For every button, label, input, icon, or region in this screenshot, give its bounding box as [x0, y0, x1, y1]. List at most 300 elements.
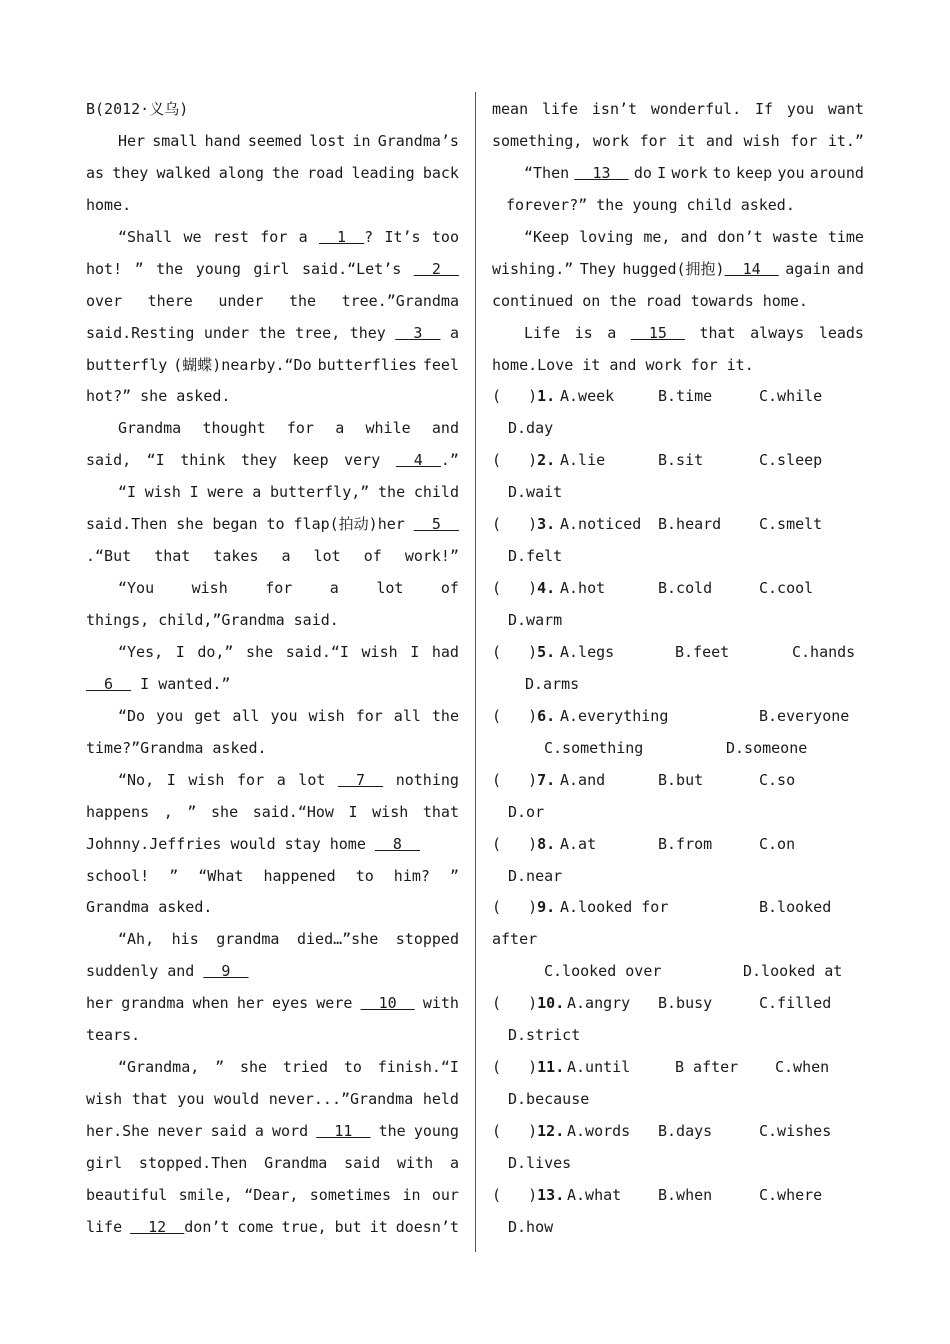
option[interactable]: A.everything — [560, 706, 669, 725]
word: come — [237, 1217, 274, 1236]
word: a — [254, 1122, 264, 1140]
word: all — [393, 706, 421, 725]
word: child — [686, 195, 732, 214]
text-line — [86, 445, 459, 477]
word: a — [252, 483, 262, 502]
word: Grandma’s — [377, 131, 459, 150]
option[interactable]: B.when — [658, 1185, 713, 1204]
word: butterflies — [317, 355, 417, 374]
answer-parentheses[interactable]: ( ) — [492, 387, 538, 406]
word: while — [365, 419, 411, 438]
option[interactable]: C.when — [775, 1058, 830, 1077]
answer-parentheses[interactable]: ( ) — [492, 515, 538, 534]
option[interactable]: B.days — [658, 1122, 713, 1140]
option[interactable]: D.lives — [508, 1153, 572, 1172]
option[interactable]: after — [492, 930, 538, 949]
word: it — [582, 355, 601, 374]
answer-parentheses[interactable]: ( ) — [492, 451, 538, 470]
word: were — [207, 483, 244, 502]
option[interactable]: D.or — [508, 802, 545, 821]
option[interactable]: A.angry — [567, 994, 631, 1013]
option[interactable]: A.hot — [560, 579, 606, 598]
option[interactable]: B after — [675, 1058, 739, 1077]
text-line — [86, 861, 459, 893]
answer-blank[interactable]: 14 — [724, 259, 779, 278]
option[interactable]: A.and — [560, 770, 606, 789]
option[interactable]: B.looked — [759, 898, 832, 917]
option[interactable]: A.week — [560, 387, 615, 406]
word: butterfly,” — [269, 483, 370, 502]
text-line — [86, 829, 459, 861]
answer-blank[interactable]: 7 — [337, 770, 384, 789]
answer-blank[interactable]: 2 — [413, 259, 459, 278]
word: smile, — [178, 1185, 233, 1204]
word: wish — [372, 802, 409, 821]
word: hot?” — [86, 387, 132, 406]
word: “I — [118, 483, 137, 502]
word: they — [349, 323, 386, 342]
text-line — [86, 1116, 459, 1148]
option[interactable]: C.sleep — [759, 451, 823, 470]
text-line — [86, 126, 459, 158]
word: with — [397, 1153, 434, 1172]
option[interactable]: C.so — [759, 770, 796, 789]
word: seemed — [247, 131, 303, 150]
answer-blank[interactable]: 11 — [316, 1122, 371, 1140]
word: she — [239, 1058, 268, 1077]
word: home.Love — [492, 355, 574, 374]
answer-parentheses[interactable]: ( ) — [492, 1122, 538, 1140]
word: and — [167, 962, 195, 981]
text-line — [86, 381, 459, 413]
word: suddenly — [86, 962, 159, 981]
text-line — [86, 892, 459, 924]
word: wonderful. — [650, 100, 742, 118]
option[interactable]: A.looked for — [560, 898, 669, 917]
word: isn’t — [591, 100, 638, 118]
word: would — [230, 834, 276, 853]
answer-blank[interactable]: 8 — [374, 834, 421, 853]
question-number: 9. — [537, 898, 556, 917]
word: I — [348, 802, 358, 821]
word: thought — [202, 419, 266, 438]
text-line — [86, 1212, 459, 1244]
answer-parentheses[interactable]: ( ) — [492, 579, 538, 598]
answer-blank[interactable]: 15 — [630, 323, 685, 342]
word: wishing.” — [492, 259, 574, 278]
option[interactable]: B.cold — [658, 579, 713, 598]
question-row-continued — [492, 1020, 864, 1052]
word: for — [639, 131, 667, 150]
word: when — [192, 994, 229, 1013]
word: 1 ? — [318, 227, 374, 246]
word: time?”Grandma — [86, 738, 204, 757]
word: asked. — [176, 387, 231, 406]
word: mean — [492, 100, 529, 118]
word: home. — [762, 291, 808, 310]
word: happened — [263, 866, 336, 885]
word: said.“I — [285, 642, 349, 661]
word: Johnny.Jeffries — [86, 834, 222, 853]
word: him? — [393, 866, 430, 885]
word: ” — [215, 1058, 225, 1077]
answer-blank[interactable]: 12 — [130, 1217, 185, 1236]
word: it.” — [827, 131, 864, 150]
word: it. — [726, 355, 754, 374]
word — [574, 158, 628, 190]
question-row-continued — [492, 669, 864, 701]
option[interactable]: C.cool — [759, 579, 814, 598]
word — [414, 254, 459, 286]
answer-blank[interactable]: 9 — [203, 962, 249, 981]
word: ” — [134, 259, 144, 278]
word: all — [232, 706, 260, 725]
word: “I — [146, 451, 165, 470]
option[interactable]: B.busy — [658, 994, 713, 1013]
word: you — [777, 163, 805, 182]
word: .“But — [86, 547, 132, 566]
word: a — [335, 419, 345, 438]
question-row — [492, 509, 864, 541]
word: happens — [86, 802, 150, 821]
option[interactable]: C.looked over — [544, 962, 662, 981]
word: the — [288, 291, 317, 310]
text-line — [86, 605, 459, 637]
word: Grandma — [118, 419, 182, 438]
word: to — [712, 163, 731, 182]
word: said.Then — [86, 515, 168, 534]
answer-parentheses[interactable]: ( ) — [492, 770, 538, 789]
word: They — [579, 259, 616, 278]
word: I — [166, 770, 176, 789]
question-row-continued — [492, 1084, 864, 1116]
option[interactable]: D.arms — [525, 674, 580, 693]
question-number: 12. — [537, 1122, 565, 1140]
word: 4 .” — [395, 451, 459, 470]
word — [316, 1116, 370, 1148]
word: work — [592, 131, 629, 150]
word: always — [750, 323, 805, 342]
word: it — [369, 1217, 388, 1236]
word: were — [316, 994, 353, 1013]
word — [86, 669, 131, 701]
word: ” — [169, 866, 179, 885]
word: wish — [188, 770, 225, 789]
word: she — [140, 387, 168, 406]
option[interactable]: A.legs — [560, 642, 615, 661]
word: “Then — [524, 163, 570, 182]
word — [631, 318, 685, 350]
word: said — [210, 1122, 247, 1140]
word: back — [422, 163, 459, 182]
question-row-continued — [492, 541, 864, 573]
option[interactable]: B.but — [658, 770, 704, 789]
word: his — [171, 930, 199, 949]
word: and — [431, 419, 459, 438]
word: is — [574, 323, 593, 342]
text-line — [492, 158, 864, 190]
word: “Keep — [524, 227, 570, 246]
word: hand — [204, 131, 241, 150]
word: work — [645, 355, 682, 374]
text-line — [86, 924, 459, 956]
word: to — [266, 515, 285, 534]
word: a — [449, 1153, 459, 1172]
text-line — [86, 797, 459, 829]
word: school! — [86, 866, 150, 885]
word: Life — [524, 323, 561, 342]
option[interactable]: C.filled — [759, 994, 832, 1013]
word: you — [786, 100, 815, 118]
word: to — [343, 1058, 362, 1077]
word: a — [281, 547, 291, 566]
answer-parentheses[interactable]: ( ) — [492, 898, 538, 917]
option[interactable]: D.warm — [508, 611, 563, 629]
word: If — [755, 100, 774, 118]
option[interactable]: B.feet — [675, 642, 730, 661]
word: word — [272, 1122, 309, 1140]
question-row-continued — [492, 413, 864, 445]
option[interactable]: C.smelt — [759, 515, 823, 534]
word: in — [402, 1185, 421, 1204]
word: her.She — [86, 1122, 150, 1140]
word: she — [176, 515, 204, 534]
word: and — [705, 131, 733, 150]
word: 12 don’t — [130, 1217, 230, 1236]
option[interactable]: A.what — [567, 1185, 622, 1204]
word: hugged(拥抱) 14 — [622, 259, 779, 278]
word: a — [607, 323, 617, 342]
word: lot — [298, 770, 326, 789]
word: that — [699, 323, 736, 342]
word: under — [203, 323, 250, 342]
passage-right — [492, 94, 864, 381]
option[interactable]: B.time — [658, 387, 713, 406]
word: leads — [818, 323, 864, 342]
left-column — [86, 94, 459, 1244]
answer-parentheses[interactable]: ( ) — [492, 994, 538, 1013]
answer-blank[interactable]: 5 — [413, 515, 459, 534]
word: they — [240, 451, 277, 470]
word: “Grandma, — [118, 1058, 200, 1077]
word: you — [177, 1090, 205, 1109]
question-number: 7. — [537, 770, 556, 789]
word: doesn’t — [395, 1217, 459, 1236]
word: but — [334, 1217, 362, 1236]
option[interactable]: B.sit — [658, 451, 704, 470]
word: for — [790, 131, 818, 150]
word: feel — [422, 355, 459, 374]
option[interactable]: B.from — [658, 834, 713, 853]
word: road — [307, 163, 344, 182]
text-line — [86, 733, 459, 765]
answer-parentheses[interactable]: ( ) — [492, 706, 538, 725]
word: work!” — [404, 547, 459, 566]
question-row-continued — [492, 924, 864, 956]
answer-parentheses[interactable]: ( ) — [492, 834, 538, 853]
word: something, — [492, 131, 583, 150]
answer-blank[interactable]: 3 — [395, 323, 441, 342]
word: her — [236, 994, 264, 1013]
question-row — [492, 1180, 864, 1212]
word: the — [258, 323, 286, 342]
option[interactable]: A.at — [560, 834, 597, 853]
question-number: 11. — [537, 1058, 565, 1077]
word: the — [596, 195, 624, 214]
option[interactable]: D.wait — [508, 483, 563, 502]
word: “Shall — [118, 227, 173, 246]
question-row-continued — [492, 605, 864, 637]
word: work — [671, 163, 708, 182]
word: she — [246, 642, 274, 661]
word: young — [632, 195, 678, 214]
question-row-continued — [492, 797, 864, 829]
word: over — [86, 291, 123, 310]
word: for — [690, 355, 718, 374]
word: lot — [313, 547, 341, 566]
text-line — [86, 190, 459, 222]
question-number: 1. — [537, 387, 556, 406]
text-line — [492, 94, 864, 126]
text-line — [492, 126, 864, 158]
option[interactable]: A.lie — [560, 451, 606, 470]
question-number: 10. — [537, 994, 565, 1013]
option[interactable]: C.while — [759, 387, 823, 406]
word: you — [156, 706, 184, 725]
word: the — [378, 483, 406, 502]
option[interactable]: D.day — [508, 419, 554, 438]
word: tried — [282, 1058, 328, 1077]
word: “Ah, — [118, 930, 155, 949]
word: ” — [187, 802, 197, 821]
option[interactable]: D.looked at — [743, 962, 843, 981]
text-line — [86, 956, 459, 988]
question-row — [492, 765, 864, 797]
word: for — [260, 227, 288, 246]
word: wish — [308, 706, 345, 725]
word: road — [645, 291, 682, 310]
word: said.“How — [252, 802, 334, 821]
option[interactable]: B.heard — [658, 515, 722, 534]
answer-parentheses[interactable]: ( ) — [492, 1185, 538, 1204]
question-row — [492, 1052, 864, 1084]
word: asked. — [158, 898, 213, 917]
option[interactable]: D.because — [508, 1090, 590, 1109]
option[interactable]: D.strict — [508, 1026, 581, 1045]
text-line — [86, 1148, 459, 1180]
option[interactable]: C.something — [544, 738, 644, 757]
word: a — [298, 227, 308, 246]
text-line — [86, 477, 459, 509]
text-line — [86, 1020, 459, 1052]
question-list — [492, 381, 864, 1243]
word: she — [211, 802, 239, 821]
word: of — [440, 579, 459, 598]
text-line — [492, 286, 864, 318]
word: died…”she — [296, 930, 379, 949]
word: that — [154, 547, 191, 566]
word: small — [152, 131, 198, 150]
question-number: 3. — [537, 515, 556, 534]
word: loving — [579, 227, 634, 246]
answer-blank[interactable]: 6 — [86, 674, 132, 693]
word: wish — [191, 579, 228, 598]
option[interactable]: C.hands — [792, 642, 856, 661]
question-row-continued — [492, 861, 864, 893]
option[interactable]: B.everyone — [759, 706, 850, 725]
question-row — [492, 829, 864, 861]
word: under — [218, 291, 264, 310]
answer-blank[interactable]: 10 — [360, 994, 415, 1013]
word: that — [422, 802, 459, 821]
option[interactable]: D.how — [508, 1217, 554, 1236]
answer-parentheses[interactable]: ( ) — [492, 642, 538, 661]
question-row — [492, 637, 864, 669]
word: I — [140, 674, 150, 693]
word: child,”Grandma — [158, 611, 285, 629]
word: the — [378, 1122, 406, 1140]
word: for — [286, 419, 314, 438]
text-line — [86, 573, 459, 605]
text-line — [492, 350, 864, 382]
option[interactable]: D.near — [508, 866, 563, 885]
word: never...”Grandma — [268, 1090, 414, 1109]
text-line — [492, 222, 864, 254]
answer-blank[interactable]: 4 — [395, 451, 441, 470]
option[interactable]: D.felt — [508, 547, 563, 566]
text-line — [492, 318, 864, 350]
word: grandma — [216, 930, 280, 949]
word: It’s — [384, 227, 421, 246]
word: around — [809, 163, 864, 182]
word: me, — [643, 227, 671, 246]
option[interactable]: A.words — [567, 1122, 631, 1140]
question-row-continued — [492, 1212, 864, 1244]
option[interactable]: C.where — [759, 1185, 823, 1204]
option[interactable]: D.someone — [726, 738, 808, 757]
word: child — [413, 483, 459, 502]
text-line — [86, 509, 459, 541]
question-number: 2. — [537, 451, 556, 470]
text-line — [86, 669, 459, 701]
option[interactable]: C.wishes — [759, 1122, 832, 1140]
question-row — [492, 381, 864, 413]
answer-blank[interactable]: 13 — [574, 163, 629, 182]
option[interactable]: C.on — [759, 834, 796, 853]
option[interactable]: A.noticed — [560, 515, 642, 534]
word: true, — [281, 1217, 327, 1236]
column-divider — [475, 92, 476, 1252]
word: I — [175, 642, 185, 661]
answer-blank[interactable]: 1 — [318, 227, 365, 246]
option[interactable]: A.until — [567, 1058, 631, 1077]
text-line — [86, 765, 459, 797]
word: would — [214, 1090, 260, 1109]
word: wish — [144, 483, 181, 502]
word: tree, — [295, 323, 341, 342]
word: stopped.Then — [138, 1153, 248, 1172]
question-row — [492, 892, 864, 924]
text-line — [86, 158, 459, 190]
word: on — [582, 291, 601, 310]
question-row — [492, 445, 864, 477]
word: said. — [293, 611, 339, 629]
right-column — [492, 94, 864, 1244]
word — [338, 765, 383, 797]
answer-parentheses[interactable]: ( ) — [492, 1058, 538, 1077]
word: wanted.” — [158, 674, 231, 693]
word: beautiful — [86, 1185, 168, 1204]
